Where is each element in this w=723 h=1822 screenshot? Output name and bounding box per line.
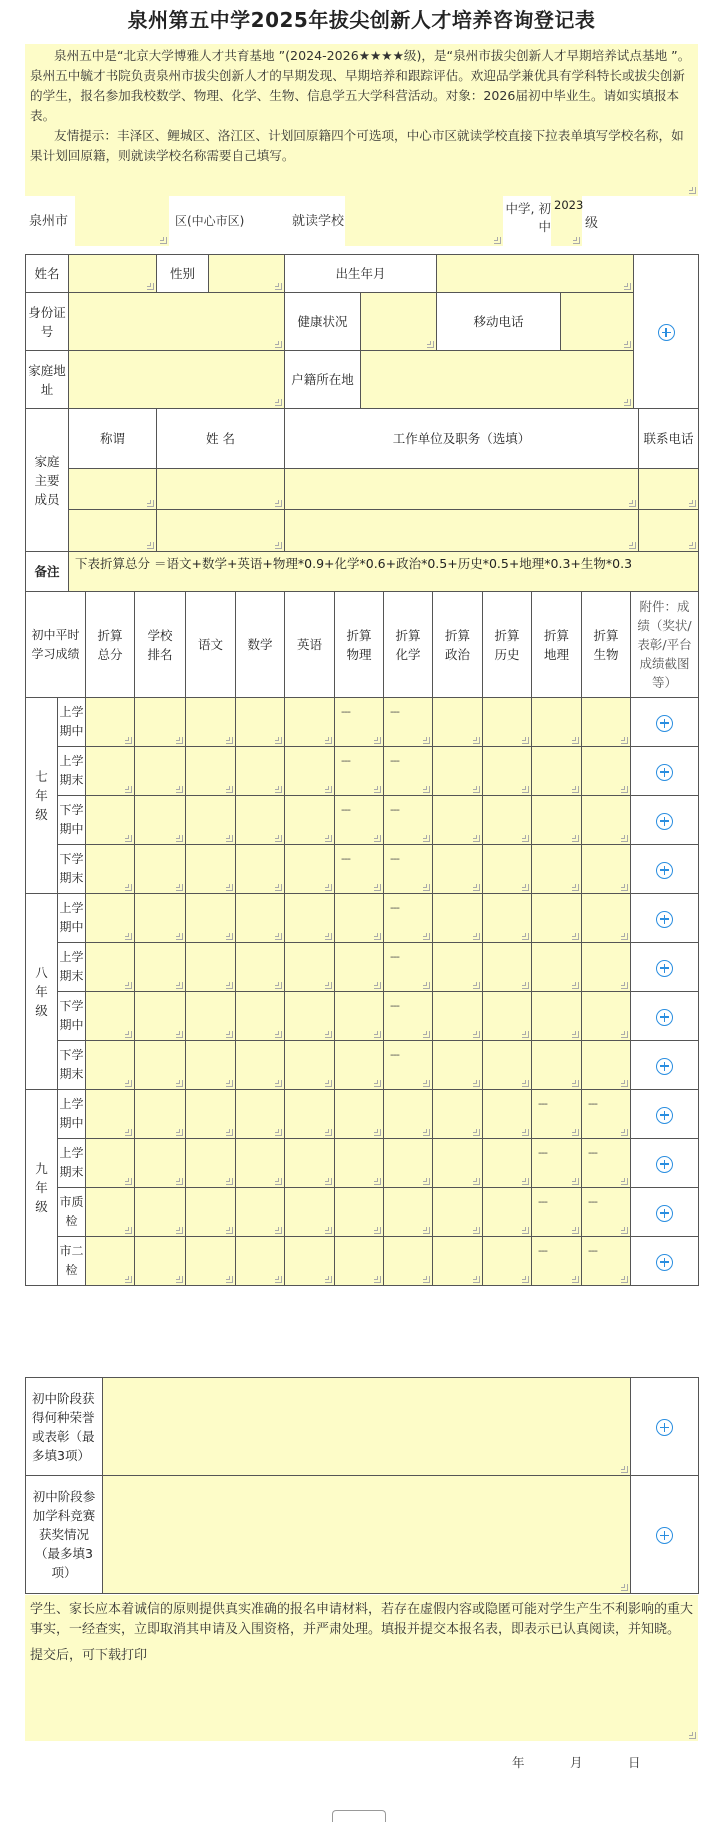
- score-input[interactable]: [86, 1139, 135, 1188]
- member2-work-input[interactable]: [285, 510, 639, 552]
- score-input[interactable]: [86, 1237, 135, 1286]
- score-input[interactable]: [236, 1041, 285, 1090]
- score-dash-placeholder: ---: [538, 1146, 547, 1159]
- score-input[interactable]: [135, 943, 186, 992]
- score-input[interactable]: [335, 845, 384, 894]
- score-input[interactable]: [384, 698, 433, 747]
- score-input[interactable]: [433, 845, 483, 894]
- add-attachment-icon[interactable]: [656, 911, 673, 928]
- score-input[interactable]: [135, 698, 186, 747]
- intro-paragraph-1: 泉州五中是“北京大学博雅人才共育基地 ”(2024-2026★★★★级)，是“泉州市拔尖创新人才早期培养试点基地 ”。泉州五中毓才书院负责泉州市拔尖创新人才的早期发现、早期培养和跟踪评估。欢迎品学兼优具有学科特长或拔尖创新的学生，报名参加我校数学、物理、化学、生物、信息学五大学科营活动。对象：2026届初中毕业生。请如实填报本表。: [30, 48, 691, 123]
- score-input[interactable]: [285, 1041, 335, 1090]
- personal-info-table: [25, 254, 699, 409]
- school-input[interactable]: [345, 196, 503, 246]
- school-row: [25, 196, 698, 254]
- grade-suffix-label: 级: [585, 216, 599, 231]
- score-input[interactable]: [532, 747, 582, 796]
- score-input[interactable]: [384, 943, 433, 992]
- score-input[interactable]: [285, 1139, 335, 1188]
- score-input[interactable]: [433, 894, 483, 943]
- score-input[interactable]: [186, 894, 236, 943]
- score-input[interactable]: [236, 894, 285, 943]
- score-input[interactable]: [285, 992, 335, 1041]
- add-photo-icon[interactable]: [658, 324, 675, 341]
- score-input[interactable]: [483, 943, 532, 992]
- score-input[interactable]: [335, 698, 384, 747]
- score-dash-placeholder: ---: [538, 1097, 547, 1110]
- intro-textarea[interactable]: [25, 44, 698, 196]
- score-dash-placeholder: ---: [538, 1244, 547, 1257]
- score-input[interactable]: [483, 894, 532, 943]
- score-input[interactable]: [384, 845, 433, 894]
- add-attachment-icon[interactable]: [656, 1254, 673, 1271]
- score-input[interactable]: [285, 894, 335, 943]
- score-dash-placeholder: ---: [390, 705, 399, 718]
- score-input[interactable]: [86, 943, 135, 992]
- score-input[interactable]: [285, 1090, 335, 1139]
- address-input[interactable]: [69, 351, 285, 409]
- score-input[interactable]: [433, 796, 483, 845]
- score-input[interactable]: [236, 698, 285, 747]
- score-input[interactable]: [582, 747, 631, 796]
- intro-paragraph-2: 友情提示：丰泽区、鲤城区、洛江区、计划回原籍四个可选项，中心市区就读学校直接下拉表单填写学校名称，如果计划回原籍，则就读学校名称需要自己填写。: [30, 128, 684, 163]
- term-label: 上学期末: [58, 747, 86, 796]
- score-input[interactable]: [384, 1188, 433, 1237]
- mobile-label: 移动电话: [437, 293, 561, 351]
- scores-col-header: 数学: [236, 592, 285, 698]
- member1-relation-input[interactable]: [69, 469, 157, 510]
- score-input[interactable]: [532, 698, 582, 747]
- contest-label: 初中阶段参加学科竞赛获奖情况（最多填3项）: [26, 1476, 103, 1594]
- score-input[interactable]: [186, 943, 236, 992]
- score-input[interactable]: [532, 1188, 582, 1237]
- resize-handle-icon[interactable]: [689, 187, 696, 194]
- score-input[interactable]: [433, 1188, 483, 1237]
- scores-col-header: 折算化学: [384, 592, 433, 698]
- score-input[interactable]: [335, 747, 384, 796]
- score-input[interactable]: [335, 894, 384, 943]
- add-attachment-icon[interactable]: [656, 960, 673, 977]
- score-input[interactable]: [433, 1041, 483, 1090]
- score-input[interactable]: [433, 943, 483, 992]
- score-input[interactable]: [86, 1090, 135, 1139]
- score-input[interactable]: [186, 1041, 236, 1090]
- score-input[interactable]: [483, 1090, 532, 1139]
- score-input[interactable]: [483, 992, 532, 1041]
- score-input[interactable]: [384, 992, 433, 1041]
- gender-input[interactable]: [209, 255, 285, 293]
- notes-textarea[interactable]: [25, 1595, 698, 1741]
- score-dash-placeholder: ---: [390, 999, 399, 1012]
- scores-attach-header: 附件：成绩（奖状/表彰/平台成绩截图等）: [631, 592, 699, 698]
- score-input[interactable]: [335, 1188, 384, 1237]
- term-label: 上学期末: [58, 1139, 86, 1188]
- score-input[interactable]: [86, 992, 135, 1041]
- score-input[interactable]: [135, 894, 186, 943]
- score-attach-cell[interactable]: [631, 1237, 699, 1286]
- address-label: 家庭地址: [26, 351, 69, 409]
- score-dash-placeholder: ---: [390, 754, 399, 767]
- score-input[interactable]: [582, 1090, 631, 1139]
- score-input[interactable]: [135, 796, 186, 845]
- scores-col-header: 折算政治: [433, 592, 483, 698]
- score-input[interactable]: [335, 796, 384, 845]
- honors-attach-cell[interactable]: [631, 1378, 699, 1476]
- grade-label: 八年级: [26, 894, 58, 1090]
- remark-label: 备注: [26, 552, 69, 592]
- date-month-label: 月: [570, 1755, 583, 1770]
- score-input[interactable]: [384, 1237, 433, 1286]
- score-input[interactable]: [186, 1237, 236, 1286]
- score-input[interactable]: [532, 845, 582, 894]
- score-input[interactable]: [186, 698, 236, 747]
- scores-col-header: 折算总分: [86, 592, 135, 698]
- score-input[interactable]: [186, 1090, 236, 1139]
- score-attach-cell[interactable]: [631, 943, 699, 992]
- score-input[interactable]: [236, 992, 285, 1041]
- score-input[interactable]: [532, 1041, 582, 1090]
- score-input[interactable]: [135, 992, 186, 1041]
- score-input[interactable]: [582, 894, 631, 943]
- add-attachment-icon[interactable]: [656, 813, 673, 830]
- score-attach-cell[interactable]: [631, 1188, 699, 1237]
- score-input[interactable]: [483, 845, 532, 894]
- score-dash-placeholder: ---: [390, 852, 399, 865]
- add-attachment-icon[interactable]: [656, 862, 673, 879]
- score-dash-placeholder: ---: [341, 852, 350, 865]
- score-input[interactable]: [532, 1139, 582, 1188]
- score-attach-cell[interactable]: [631, 747, 699, 796]
- score-input[interactable]: [532, 894, 582, 943]
- member2-phone-input[interactable]: [639, 510, 699, 552]
- score-dash-placeholder: ---: [341, 705, 350, 718]
- score-input[interactable]: [384, 796, 433, 845]
- score-input[interactable]: [285, 1188, 335, 1237]
- notes-paragraph-2: 提交后，可下载打印: [30, 1648, 148, 1663]
- scores-col-header: 折算历史: [483, 592, 532, 698]
- score-input[interactable]: [433, 1090, 483, 1139]
- scores-first-header: 初中平时学习成绩: [26, 592, 86, 698]
- scores-col-header: 折算物理: [335, 592, 384, 698]
- term-label: 下学期中: [58, 992, 86, 1041]
- score-input[interactable]: [384, 747, 433, 796]
- score-input[interactable]: [335, 992, 384, 1041]
- score-input[interactable]: [186, 845, 236, 894]
- score-input[interactable]: [582, 698, 631, 747]
- term-label: 上学期中: [58, 1090, 86, 1139]
- term-label: 市二检: [58, 1237, 86, 1286]
- score-dash-placeholder: ---: [341, 803, 350, 816]
- term-label: 上学期中: [58, 894, 86, 943]
- score-input[interactable]: [86, 845, 135, 894]
- col-work-header: 工作单位及职务（选填）: [285, 409, 639, 469]
- scores-col-header: 折算地理: [532, 592, 582, 698]
- score-dash-placeholder: ---: [390, 1048, 399, 1061]
- score-input[interactable]: [236, 845, 285, 894]
- birth-label: 出生年月: [285, 255, 437, 293]
- score-input[interactable]: [532, 796, 582, 845]
- score-input[interactable]: [483, 1237, 532, 1286]
- scores-col-header: 语文: [186, 592, 236, 698]
- score-input[interactable]: [582, 943, 631, 992]
- member2-name-input[interactable]: [157, 510, 285, 552]
- gender-label: 性别: [157, 255, 209, 293]
- id-input[interactable]: [69, 293, 285, 351]
- score-input[interactable]: [285, 796, 335, 845]
- score-attach-cell[interactable]: [631, 1090, 699, 1139]
- score-dash-placeholder: ---: [538, 1195, 547, 1208]
- add-attachment-icon[interactable]: [656, 764, 673, 781]
- score-input[interactable]: [186, 747, 236, 796]
- term-label: 市质检: [58, 1188, 86, 1237]
- score-input[interactable]: [236, 796, 285, 845]
- score-input[interactable]: [186, 992, 236, 1041]
- score-input[interactable]: [236, 1188, 285, 1237]
- term-label: 上学期末: [58, 943, 86, 992]
- score-input[interactable]: [582, 845, 631, 894]
- score-input[interactable]: [532, 1090, 582, 1139]
- year-input[interactable]: [551, 196, 582, 246]
- add-attachment-icon[interactable]: [656, 1009, 673, 1026]
- score-input[interactable]: [483, 747, 532, 796]
- score-input[interactable]: [384, 1041, 433, 1090]
- city-label: 泉州市: [29, 214, 69, 229]
- remark-text: 下表折算总分 ＝语文+数学+英语+物理*0.9+化学*0.6+政治*0.5+历史*0.5+地理*0.3+生物*0.3: [69, 552, 699, 592]
- score-input[interactable]: [236, 747, 285, 796]
- score-input[interactable]: [582, 796, 631, 845]
- score-input[interactable]: [135, 747, 186, 796]
- score-input[interactable]: [186, 796, 236, 845]
- score-input[interactable]: [186, 1188, 236, 1237]
- score-input[interactable]: [483, 698, 532, 747]
- date-day-label: 日: [628, 1755, 641, 1770]
- score-input[interactable]: [285, 747, 335, 796]
- score-input[interactable]: [236, 1139, 285, 1188]
- term-label: 下学期末: [58, 1041, 86, 1090]
- member1-name-input[interactable]: [157, 469, 285, 510]
- score-input[interactable]: [433, 1237, 483, 1286]
- scores-col-header: 学校排名: [135, 592, 186, 698]
- score-input[interactable]: [135, 1041, 186, 1090]
- honors-table: [25, 1377, 699, 1594]
- member1-phone-input[interactable]: [639, 469, 699, 510]
- family-label: 家庭主要成员: [26, 409, 69, 552]
- score-attach-cell[interactable]: [631, 1041, 699, 1090]
- honors-label: 初中阶段获得何种荣誉或表彰（最多填3项）: [26, 1378, 103, 1476]
- col-name-header: 姓 名: [157, 409, 285, 469]
- score-input[interactable]: [582, 1237, 631, 1286]
- score-dash-placeholder: ---: [588, 1146, 597, 1159]
- honors-input[interactable]: [103, 1378, 631, 1476]
- family-table: [25, 408, 699, 552]
- add-attachment-icon[interactable]: [656, 715, 673, 732]
- score-input[interactable]: [532, 1237, 582, 1286]
- score-input[interactable]: [483, 1188, 532, 1237]
- page-title: 泉州第五中学2025年拔尖创新人才培养咨询登记表: [127, 8, 596, 32]
- score-dash-placeholder: ---: [390, 803, 399, 816]
- scores-col-header: 英语: [285, 592, 335, 698]
- score-input[interactable]: [335, 943, 384, 992]
- remark-table: [25, 551, 699, 592]
- name-input[interactable]: [69, 255, 157, 293]
- score-input[interactable]: [335, 1237, 384, 1286]
- score-dash-placeholder: ---: [588, 1097, 597, 1110]
- score-input[interactable]: [135, 1237, 186, 1286]
- score-dash-placeholder: ---: [341, 754, 350, 767]
- score-input[interactable]: [236, 1237, 285, 1286]
- score-input[interactable]: [335, 1090, 384, 1139]
- name-label: 姓名: [26, 255, 69, 293]
- score-input[interactable]: [285, 1237, 335, 1286]
- contest-attach-cell[interactable]: [631, 1476, 699, 1594]
- date-year-label: 年: [512, 1755, 525, 1770]
- score-input[interactable]: [384, 1139, 433, 1188]
- hukou-input[interactable]: [361, 351, 634, 409]
- score-input[interactable]: [135, 845, 186, 894]
- score-input[interactable]: [384, 1090, 433, 1139]
- district-label: 区(中心市区): [175, 214, 245, 228]
- term-label: 上学期中: [58, 698, 86, 747]
- score-input[interactable]: [483, 796, 532, 845]
- score-input[interactable]: [285, 943, 335, 992]
- score-input[interactable]: [532, 992, 582, 1041]
- add-attachment-icon[interactable]: [656, 1156, 673, 1173]
- score-input[interactable]: [135, 1139, 186, 1188]
- score-input[interactable]: [433, 1139, 483, 1188]
- score-dash-placeholder: ---: [390, 950, 399, 963]
- score-input[interactable]: [86, 1188, 135, 1237]
- score-input[interactable]: [582, 992, 631, 1041]
- score-dash-placeholder: ---: [390, 901, 399, 914]
- score-attach-cell[interactable]: [631, 894, 699, 943]
- score-input[interactable]: [186, 1139, 236, 1188]
- hukou-label: 户籍所在地: [285, 351, 361, 409]
- score-input[interactable]: [285, 845, 335, 894]
- submit-button[interactable]: [332, 1810, 386, 1822]
- score-attach-cell[interactable]: [631, 796, 699, 845]
- score-input[interactable]: [433, 698, 483, 747]
- score-input[interactable]: [236, 1090, 285, 1139]
- health-input[interactable]: [361, 293, 437, 351]
- add-contest-attachment-icon[interactable]: [656, 1527, 673, 1544]
- score-input[interactable]: [86, 698, 135, 747]
- term-label: 下学期末: [58, 845, 86, 894]
- score-input[interactable]: [433, 992, 483, 1041]
- score-dash-placeholder: ---: [588, 1195, 597, 1208]
- grade-label: 七年级: [26, 698, 58, 894]
- score-input[interactable]: [483, 1139, 532, 1188]
- term-label: 下学期中: [58, 796, 86, 845]
- score-input[interactable]: [86, 747, 135, 796]
- member2-relation-input[interactable]: [69, 510, 157, 552]
- col-relation-header: 称谓: [69, 409, 157, 469]
- scores-col-header: 折算生物: [582, 592, 631, 698]
- score-input[interactable]: [86, 1041, 135, 1090]
- score-attach-cell[interactable]: [631, 845, 699, 894]
- add-attachment-icon[interactable]: [656, 1058, 673, 1075]
- grade-label: 九年级: [26, 1090, 58, 1286]
- score-attach-cell[interactable]: [631, 698, 699, 747]
- district-input[interactable]: [75, 196, 169, 246]
- school-label: 就读学校: [292, 214, 345, 229]
- score-input[interactable]: [582, 1041, 631, 1090]
- score-input[interactable]: [285, 698, 335, 747]
- add-attachment-icon[interactable]: [656, 1205, 673, 1222]
- resize-handle-icon[interactable]: [689, 1732, 696, 1739]
- score-attach-cell[interactable]: [631, 1139, 699, 1188]
- score-input[interactable]: [86, 894, 135, 943]
- add-honors-attachment-icon[interactable]: [656, 1419, 673, 1436]
- score-input[interactable]: [582, 1139, 631, 1188]
- score-input[interactable]: [135, 1090, 186, 1139]
- add-attachment-icon[interactable]: [656, 1107, 673, 1124]
- score-input[interactable]: [135, 1188, 186, 1237]
- score-input[interactable]: [335, 1041, 384, 1090]
- col-phone-header: 联系电话: [639, 409, 699, 469]
- id-label: 身份证号: [26, 293, 69, 351]
- score-attach-cell[interactable]: [631, 992, 699, 1041]
- score-input[interactable]: [335, 1139, 384, 1188]
- score-input[interactable]: [532, 943, 582, 992]
- year-value: 2023: [554, 198, 584, 212]
- member1-work-input[interactable]: [285, 469, 639, 510]
- score-input[interactable]: [582, 1188, 631, 1237]
- score-input[interactable]: [483, 1041, 532, 1090]
- health-label: 健康状况: [285, 293, 361, 351]
- scores-table: [25, 591, 699, 1286]
- score-dash-placeholder: ---: [588, 1244, 597, 1257]
- notes-paragraph-1: 学生、家长应本着诚信的原则提供真实准确的报名申请材料，若存在虚假内容或隐匿可能对学生产生不利影响的重大事实，一经查实，立即取消其申请及入围资格，并严肃处理。填报并提交本报名表，即表示已认真阅读，并知晓。: [30, 1602, 694, 1637]
- mobile-input[interactable]: [561, 293, 634, 351]
- photo-cell[interactable]: [634, 255, 699, 409]
- score-input[interactable]: [236, 943, 285, 992]
- middle-school-label: 中学, 初中: [505, 201, 551, 234]
- birth-input[interactable]: [437, 255, 634, 293]
- score-input[interactable]: [433, 747, 483, 796]
- score-input[interactable]: [384, 894, 433, 943]
- score-input[interactable]: [86, 796, 135, 845]
- contest-input[interactable]: [103, 1476, 631, 1594]
